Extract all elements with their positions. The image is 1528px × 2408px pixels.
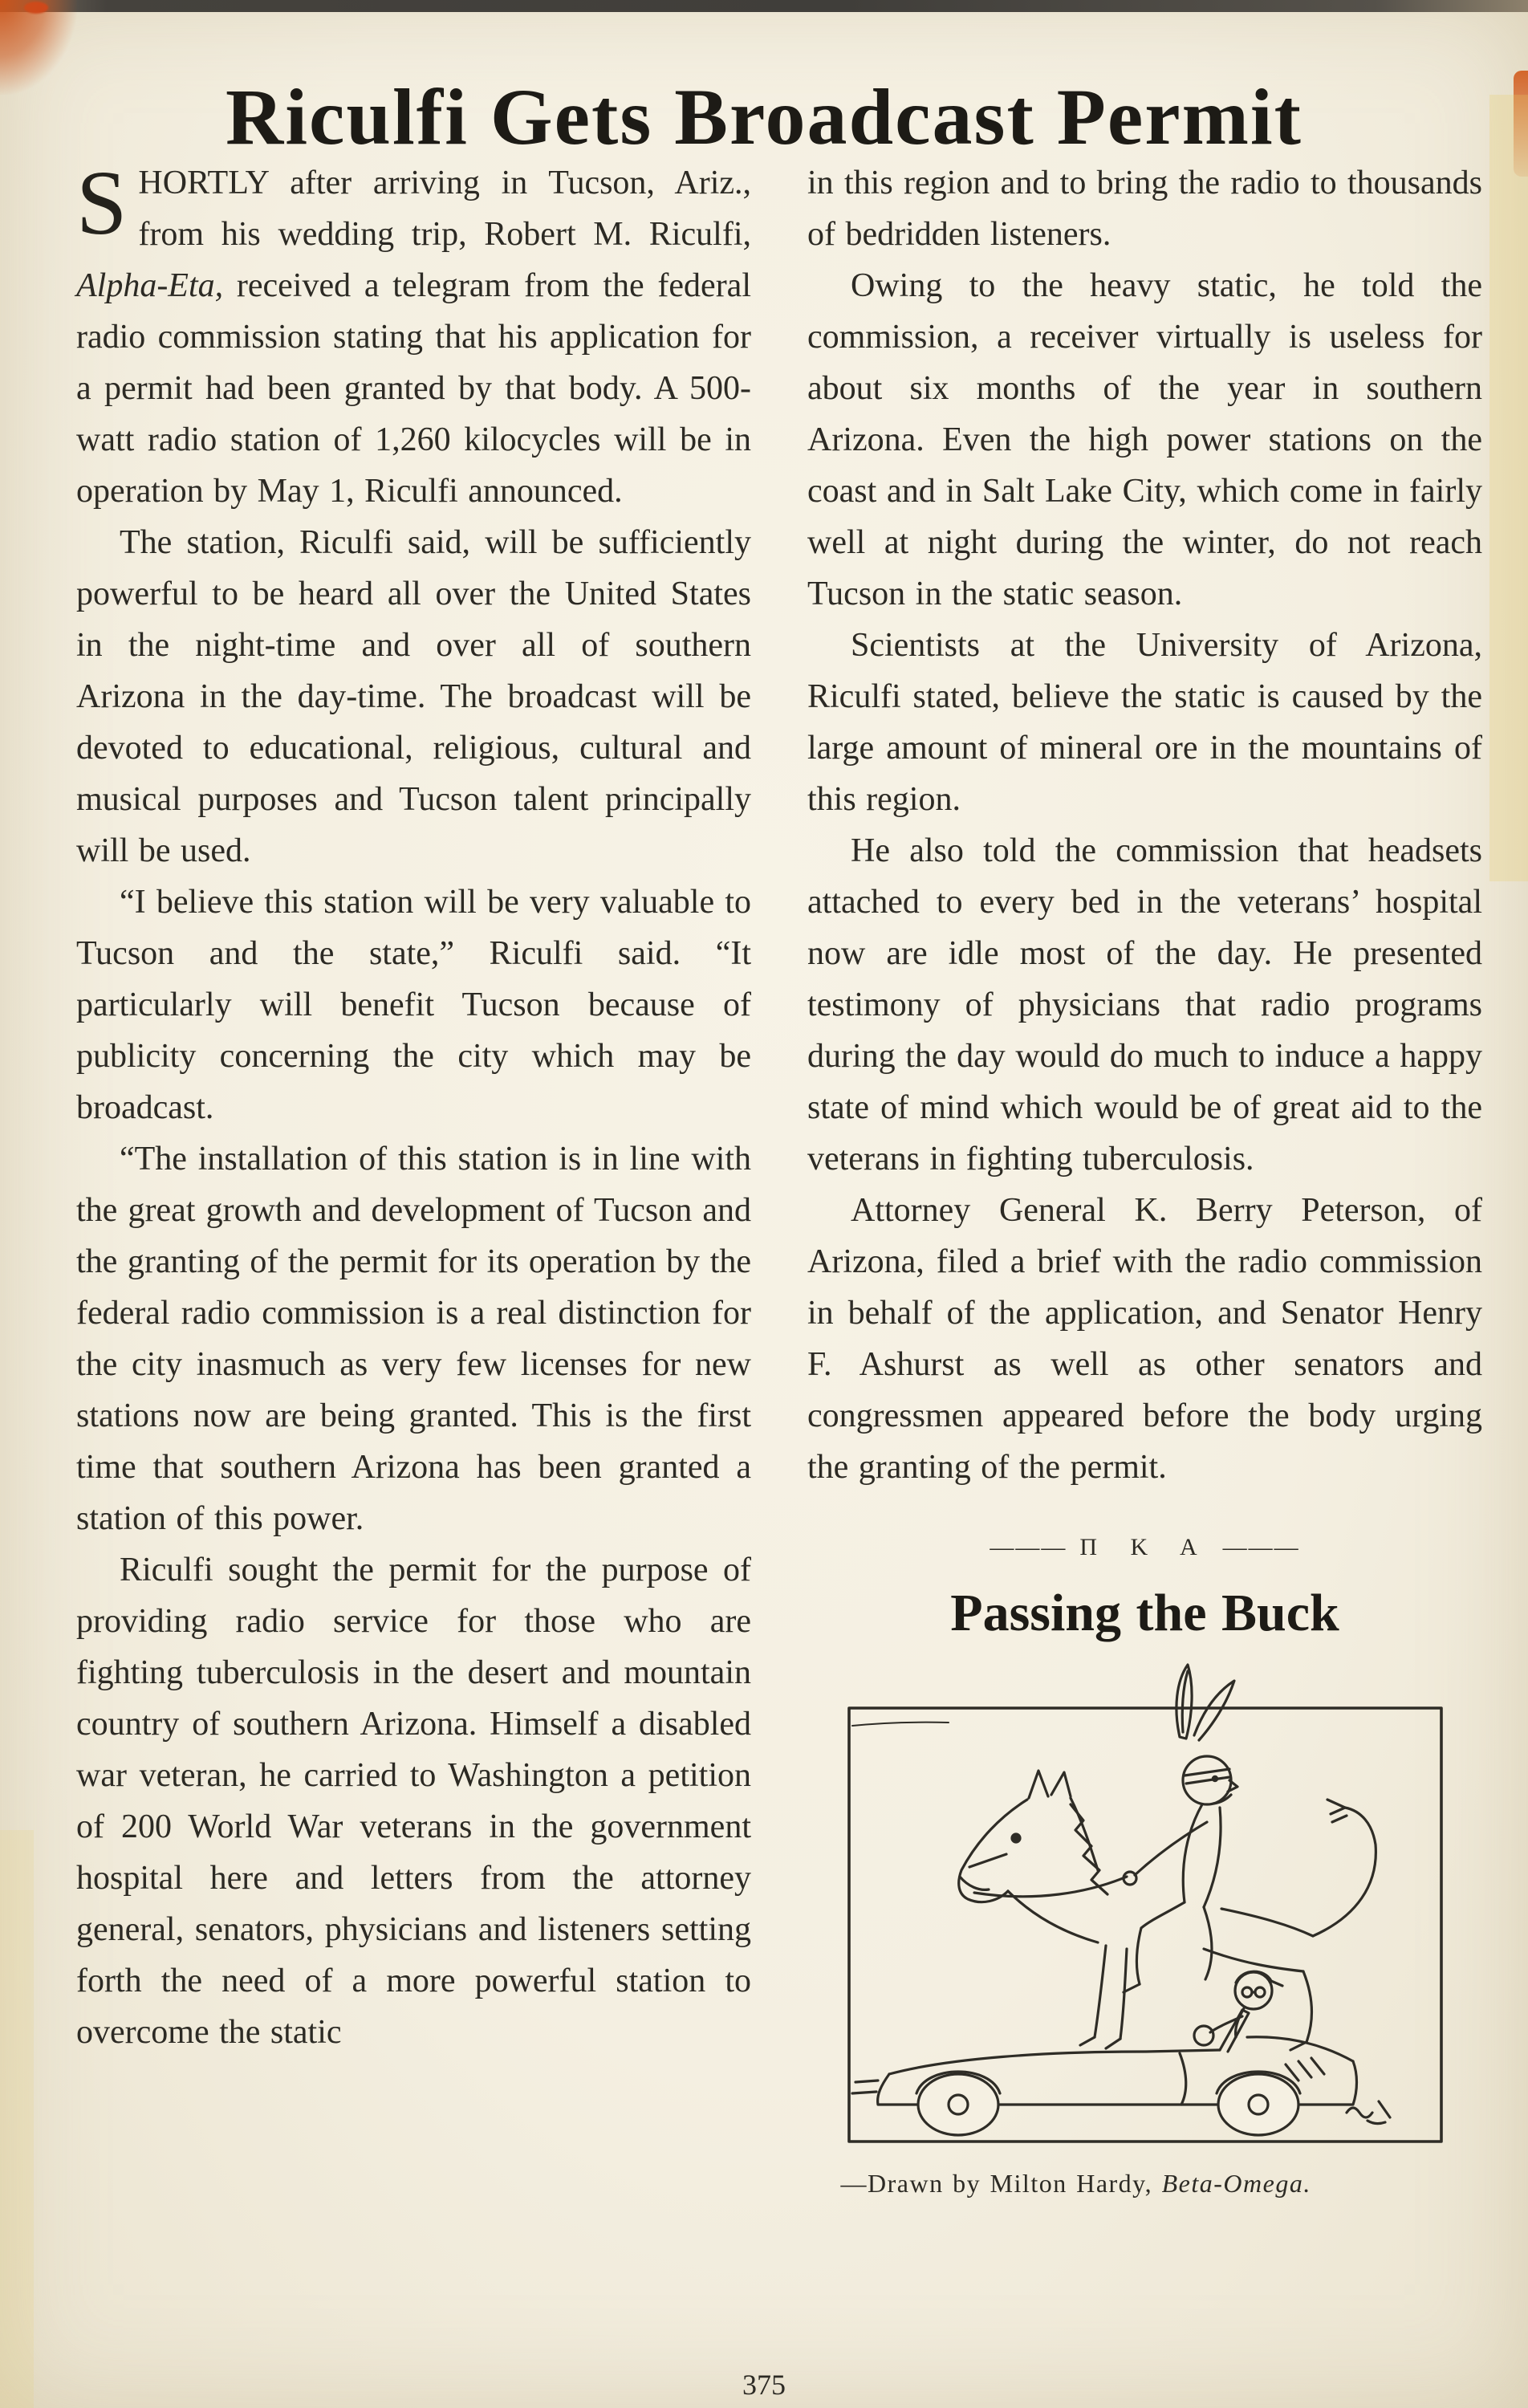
paragraph: Scientists at the University of Arizona, Riculfi stated, believe the static is caused by the large amount of mineral ore in the mountains of this region. bbox=[807, 627, 1482, 818]
paragraph bbox=[76, 152, 751, 517]
feather-headdress bbox=[1176, 1665, 1233, 1740]
section-divider bbox=[807, 1522, 1482, 1573]
cartoon-drawing bbox=[836, 1658, 1454, 2150]
paragraph: Attorney General K. Berry Peterson, of Arizona, filed a brief with the radio commission in behalf of the application, and Senator Henry F. Ashurst as well as other senators and congressmen appeared before the body urging the granting of the permit. bbox=[807, 1192, 1482, 1486]
subsection-heading: Passing the Buck bbox=[950, 1584, 1339, 1642]
cartoon-illustration bbox=[836, 1658, 1454, 2209]
paragraph-text: received a telegram from the federal radio commission stating that his application for a permit had been granted by that body. A 500-watt radio station of 1,260 kilocycles will be in operation by May 1, Riculfi announced. bbox=[76, 267, 751, 510]
scan-discoloration-left bbox=[0, 1830, 34, 2408]
bucking-horse bbox=[958, 1771, 1376, 2050]
artist-chapter-name: Beta-Omega. bbox=[1161, 2169, 1311, 2198]
left-column bbox=[76, 152, 751, 2209]
divider-rule-left: ——— bbox=[990, 1534, 1067, 1560]
caption-text: —Drawn by Milton Hardy, bbox=[840, 2169, 1162, 2198]
dropcap: S bbox=[76, 152, 128, 254]
scan-edge-artifact-top bbox=[0, 0, 1528, 12]
divider-rule-right: ——— bbox=[1222, 1534, 1300, 1560]
article-body bbox=[76, 152, 1482, 2209]
paragraph: The station, Riculfi said, will be sufficiently powerful to be heard all over the United States in the night-time and over all of southern Arizona in the day-time. The broadcast will be devoted to educational, religious, cultural and musical purposes and Tucson talent principally will be used. bbox=[76, 524, 751, 869]
scan-discoloration-right bbox=[1489, 95, 1528, 881]
paragraph: Riculfi sought the permit for the purpose of providing radio service for those who are fighting tuberculosis in the desert and mountain country of southern Arizona. Himself a disabled war veteran, he carried to Washington a petition of 200 World War veterans in the government hospital here and letters from the attorney general, senators, physicians and listeners setting forth the need of a more powerful station to overcome the static bbox=[76, 1552, 751, 2051]
right-column bbox=[807, 157, 1482, 2209]
illustration-caption bbox=[836, 2158, 1454, 2209]
paragraph: Owing to the heavy static, he told the commission, a receiver virtually is useless for about six months of the year in southern Arizona. Even the high power stations on the coast and in Salt Lake City, which come in fairly well at night during the winter, do not reach Tucson in the static season. bbox=[807, 267, 1482, 612]
paragraph: in this region and to bring the radio to thousands of bedridden listeners. bbox=[807, 165, 1482, 253]
article-title: Riculfi Gets Broadcast Permit bbox=[226, 72, 1302, 161]
paragraph: “The installation of this station is in line with the great growth and development of Tucson and the granting of the permit for its operation by the federal radio commission is a real distinction for the city inasmuch as very few licenses for new stations now are being granted. This is the first time that southern Arizona has been granted a station of this power. bbox=[76, 1141, 751, 1537]
paragraph: “I believe this station will be very valuable to Tucson and the state,” Riculfi said. “It particularly will benefit Tucson because of publicity concerning the city which may be broadcast. bbox=[76, 884, 751, 1126]
paragraph-text: HORTLY after arriving in Tucson, Ariz., from his wedding trip, Robert M. Riculfi, bbox=[138, 165, 751, 253]
indian-rider bbox=[1124, 1756, 1237, 1992]
fraternity-chapter-name: Alpha-Eta, bbox=[76, 267, 224, 304]
paragraph: He also told the commission that headsets attached to every bed in the veterans’ hospital now are idle most of the day. He presented testimony of physicians that radio programs during the day would do much to induce a happy state of mind which would be of great aid to the veterans in fighting tuberculosis. bbox=[807, 832, 1482, 1178]
fraternity-initials: Π K A bbox=[1079, 1534, 1210, 1560]
page-number: 375 bbox=[742, 2369, 786, 2401]
convertible-car bbox=[852, 2010, 1357, 2135]
